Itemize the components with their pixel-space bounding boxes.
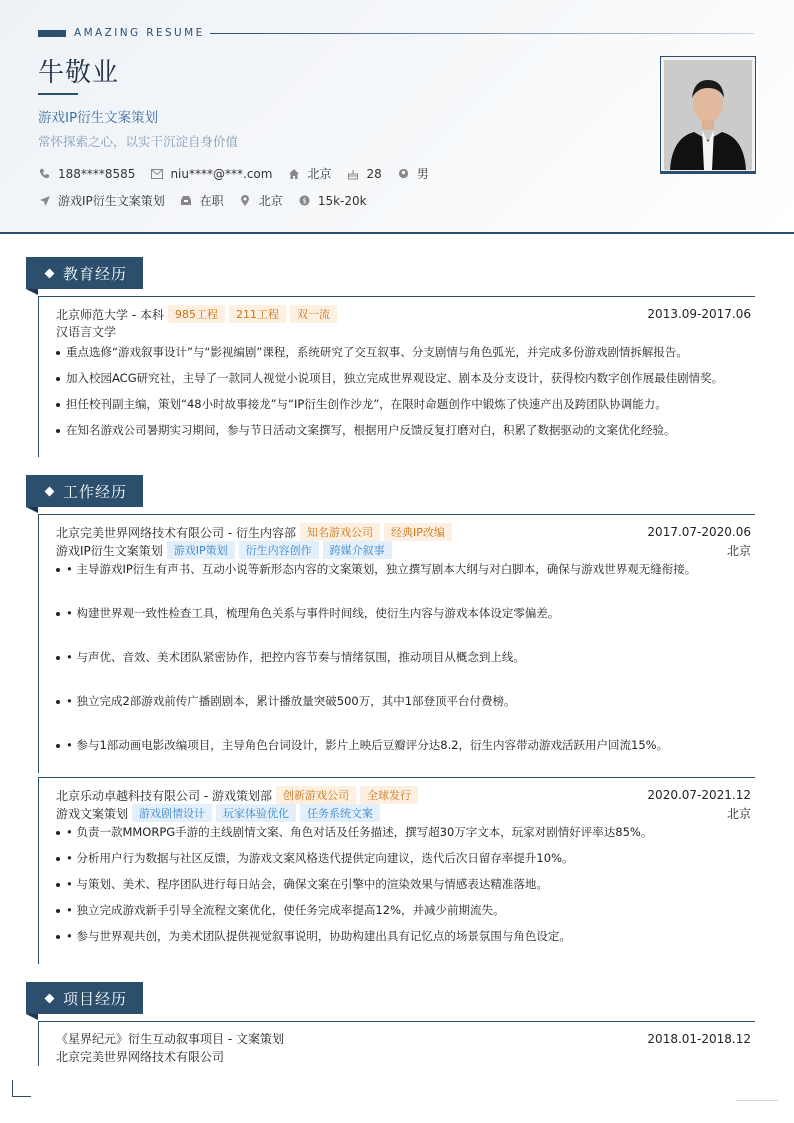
inbox-icon	[180, 194, 193, 207]
avatar	[664, 60, 752, 170]
role-tag: 游戏IP策划	[167, 541, 235, 559]
section-header-fold	[26, 1014, 38, 1020]
header-accent-bar	[38, 30, 66, 37]
major-row	[56, 323, 751, 340]
contact-row	[38, 165, 444, 182]
page-footer-rule	[736, 1100, 778, 1101]
mail-icon	[150, 167, 163, 180]
section-education-title: 教育经历	[63, 264, 128, 283]
gender-text: 男	[416, 167, 429, 181]
section-project-title: 项目经历	[63, 989, 128, 1008]
school-tag: 双一流	[290, 305, 337, 323]
gender-info	[397, 165, 429, 182]
diamond-icon	[45, 486, 55, 496]
company-tag: 创新游戏公司	[276, 786, 356, 804]
section-header-fold	[26, 289, 38, 295]
role-tag: 衍生内容创作	[239, 541, 319, 559]
work-date: 2020.07-2021.12	[647, 788, 751, 802]
profile-photo	[660, 56, 756, 174]
list-item: 加入校园ACG研究社，主导了一款同人视觉小说项目，独立完成世界观设定、剧本及分支设计，获得校内数字创作展最佳剧情奖。	[56, 370, 751, 386]
email-info	[150, 167, 272, 181]
company-tag: 全球发行	[360, 786, 418, 804]
header-top-line	[38, 28, 754, 40]
project-block	[38, 1021, 755, 1066]
gender-icon	[397, 167, 410, 180]
list-item: • 主导游戏IP衍生有声书、互动小说等新形态内容的文案策划，独立撰写剧本大纲与对白脚本，确保与游戏世界观无缝衔接。	[56, 561, 751, 577]
money-icon	[298, 194, 311, 207]
send-icon	[38, 194, 51, 207]
role-row	[56, 541, 751, 559]
job-title: 游戏IP衍生文案策划	[38, 110, 159, 126]
candidate-name: 牛敬业	[38, 58, 120, 88]
section-header-fold	[26, 507, 38, 513]
list-item: • 独立完成2部游戏前传广播剧剧本，累计播放量突破500万，其中1部登顶平台付费榜。	[56, 693, 751, 709]
work-heading	[56, 523, 751, 541]
role-tag: 玩家体验优化	[216, 804, 296, 822]
list-item: • 与策划、美术、程序团队进行每日站会，确保文案在引擎中的渲染效果与情感表达精准落地。	[56, 876, 751, 892]
cake-icon	[346, 167, 359, 180]
role-row	[56, 804, 751, 822]
section-education-header	[26, 257, 143, 289]
major: 汉语言文学	[56, 325, 117, 339]
project-company-row	[56, 1048, 751, 1065]
list-item: • 构建世界观一致性检查工具，梳理角色关系与事件时间线，使衍生内容与游戏本体设定零偏差。	[56, 605, 751, 621]
location-pin-icon	[239, 194, 252, 207]
header-rule	[210, 33, 754, 34]
diamond-icon	[45, 993, 55, 1003]
role-name: 游戏IP衍生文案策划	[56, 543, 163, 558]
age-info	[346, 167, 381, 181]
work-date: 2017.07-2020.06	[647, 525, 751, 539]
job-intent-row	[38, 192, 382, 209]
diamond-icon	[45, 268, 55, 278]
role-tag: 跨媒介叙事	[323, 541, 392, 559]
section-work-title: 工作经历	[63, 482, 128, 501]
company-tag: 经典IP改编	[384, 523, 452, 541]
work-block-2	[38, 777, 755, 964]
header-label: AMAZING RESUME	[74, 27, 205, 39]
email-text: niu****@***.com	[170, 166, 273, 181]
intent-status	[180, 192, 224, 209]
intent-status-text: 在职	[199, 194, 224, 208]
work-block-1	[38, 514, 755, 773]
company-tag: 知名游戏公司	[300, 523, 380, 541]
role-tag: 游戏剧情设计	[132, 804, 212, 822]
intent-salary-text: 15k-20k	[317, 193, 367, 208]
work-heading	[56, 786, 751, 804]
list-item: • 参与1部动画电影改编项目，主导角色台词设计，影片上映后豆瓣评分达8.2，衍生内容带动游戏活跃用户回流15%。	[56, 737, 751, 753]
intent-salary	[298, 194, 367, 208]
city-text: 北京	[307, 167, 332, 181]
project-company: 北京完美世界网络技术有限公司	[56, 1050, 225, 1064]
phone-icon	[38, 167, 51, 180]
section-project-header	[26, 982, 143, 1014]
motto: 常怀探索之心，以实干沉淀自身价值	[38, 134, 239, 149]
page-corner-mark	[12, 1080, 31, 1097]
education-block	[38, 296, 755, 457]
list-item: 担任校刊副主编，策划“48小时故事接龙”与“IP衍生创作沙龙”，在限时命题创作中锻炼了快速产出及跨团队协调能力。	[56, 396, 751, 412]
role-tag: 任务系统文案	[300, 804, 380, 822]
education-heading	[56, 305, 751, 323]
resume-header	[0, 0, 794, 234]
school-name: 北京师范大学 - 本科	[56, 307, 164, 322]
city-info	[287, 165, 331, 182]
project-date: 2018.01-2018.12	[647, 1031, 751, 1046]
home-icon	[287, 167, 300, 180]
list-item: 重点选修“游戏叙事设计”与“影视编剧”课程，系统研究了交互叙事、分支剧情与角色弧光，并完成多份游戏剧情拆解报告。	[56, 344, 751, 360]
company-name: 北京完美世界网络技术有限公司 - 衍生内容部	[56, 525, 296, 540]
phone-info	[38, 167, 135, 181]
project-name: 《星界纪元》衍生互动叙事项目 - 文案策划	[56, 1032, 284, 1046]
intent-city-text: 北京	[258, 194, 283, 208]
intent-position-text: 游戏IP衍生文案策划	[58, 194, 165, 208]
section-work-header	[26, 475, 143, 507]
list-item: • 参与世界观共创，为美术团队提供视觉叙事说明，协助构建出具有记忆点的场景氛围与角色设定。	[56, 928, 751, 944]
company-name: 北京乐动卓越科技有限公司 - 游戏策划部	[56, 788, 272, 803]
age-text: 28	[366, 166, 382, 181]
list-item: • 独立完成游戏新手引导全流程文案优化，使任务完成率提高12%，并减少前期流失。	[56, 902, 751, 918]
list-item: • 负责一款MMORPG手游的主线剧情文案、角色对话及任务描述，撰写超30万字文本，玩家对剧情好评率达85%。	[56, 824, 751, 840]
list-item: • 与声优、音效、美术团队紧密协作，把控内容节奏与情绪氛围，推动项目从概念到上线。	[56, 649, 751, 665]
photo-underline	[660, 171, 756, 174]
intent-position	[38, 192, 165, 209]
phone-text: 188****8585	[58, 166, 136, 181]
svg-text:$: $	[302, 196, 307, 205]
work-city: 北京	[726, 806, 751, 821]
list-item: • 分析用户行为数据与社区反馈，为游戏文案风格迭代提供定向建议，迭代后次日留存率提升10%。	[56, 850, 751, 866]
work-city: 北京	[726, 543, 751, 558]
intent-city	[239, 192, 283, 209]
list-item: 在知名游戏公司暑期实习期间，参与节日活动文案撰写，根据用户反馈反复打磨对白，积累了数据驱动的文案优化经验。	[56, 422, 751, 438]
name-underline	[38, 93, 78, 95]
school-tag: 985工程	[168, 305, 225, 323]
project-heading	[56, 1030, 751, 1047]
role-name: 游戏文案策划	[56, 806, 129, 821]
education-date: 2013.09-2017.06	[647, 307, 751, 321]
school-tag: 211工程	[229, 305, 286, 323]
